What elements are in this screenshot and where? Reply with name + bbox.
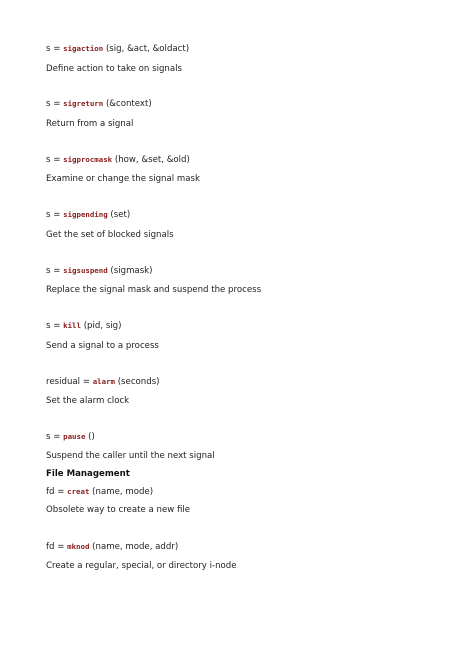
syscall-description: Set the alarm clock [46,396,130,406]
signature-args: (sig, &act, &oldact) [105,44,190,54]
function-name: kill [63,321,81,330]
syscall-description: Return from a signal [46,119,134,129]
signature-args: (set) [110,210,131,220]
function-name: sigreturn [63,99,104,108]
signature-args: () [88,432,95,442]
syscall-signature-sigaction [46,43,189,55]
function-name: pause [63,432,86,441]
function-name: sigprocmask [63,155,113,164]
signature-lhs: residual = [46,377,90,387]
syscall-description: Define action to take on signals [46,64,182,74]
signature-args: (seconds) [117,377,160,387]
function-name: sigpending [63,210,108,219]
signature-lhs: fd = [46,542,65,552]
syscall-description: Examine or change the signal mask [46,174,200,184]
function-name: alarm [92,377,115,386]
function-name: sigaction [63,44,104,53]
syscall-signature-sigprocmask [46,154,190,166]
section-heading: File Management [46,469,130,479]
syscall-description: Get the set of blocked signals [46,230,174,240]
syscall-signature-sigreturn [46,98,152,110]
signature-lhs: fd = [46,487,65,497]
function-name: creat [67,487,90,496]
signature-lhs: s = [46,266,61,276]
function-name: mknod [67,542,90,551]
signature-args: (how, &set, &old) [114,155,190,165]
signature-args: (name, mode) [92,487,154,497]
signature-lhs: s = [46,155,61,165]
signature-args: (sigmask) [110,266,153,276]
syscall-description: Create a regular, special, or directory i-node [46,561,237,571]
syscall-signature-mknod [46,541,178,553]
syscall-signature-alarm [46,376,160,388]
signature-lhs: s = [46,44,61,54]
syscall-description: Obsolete way to create a new file [46,505,191,515]
syscall-description: Send a signal to a process [46,341,159,351]
syscall-signature-kill [46,320,122,332]
syscall-description: Suspend the caller until the next signal [46,451,215,461]
signature-lhs: s = [46,321,61,331]
signature-args: (pid, sig) [83,321,122,331]
function-name: sigsuspend [63,266,108,275]
signature-lhs: s = [46,432,61,442]
syscall-signature-sigpending [46,209,130,221]
syscall-signature-pause [46,431,95,443]
syscall-signature-creat [46,486,153,498]
signature-lhs: s = [46,99,61,109]
syscall-signature-sigsuspend [46,265,153,277]
syscall-description: Replace the signal mask and suspend the process [46,285,262,295]
signature-args: (name, mode, addr) [92,542,179,552]
signature-args: (&context) [105,99,152,109]
signature-lhs: s = [46,210,61,220]
